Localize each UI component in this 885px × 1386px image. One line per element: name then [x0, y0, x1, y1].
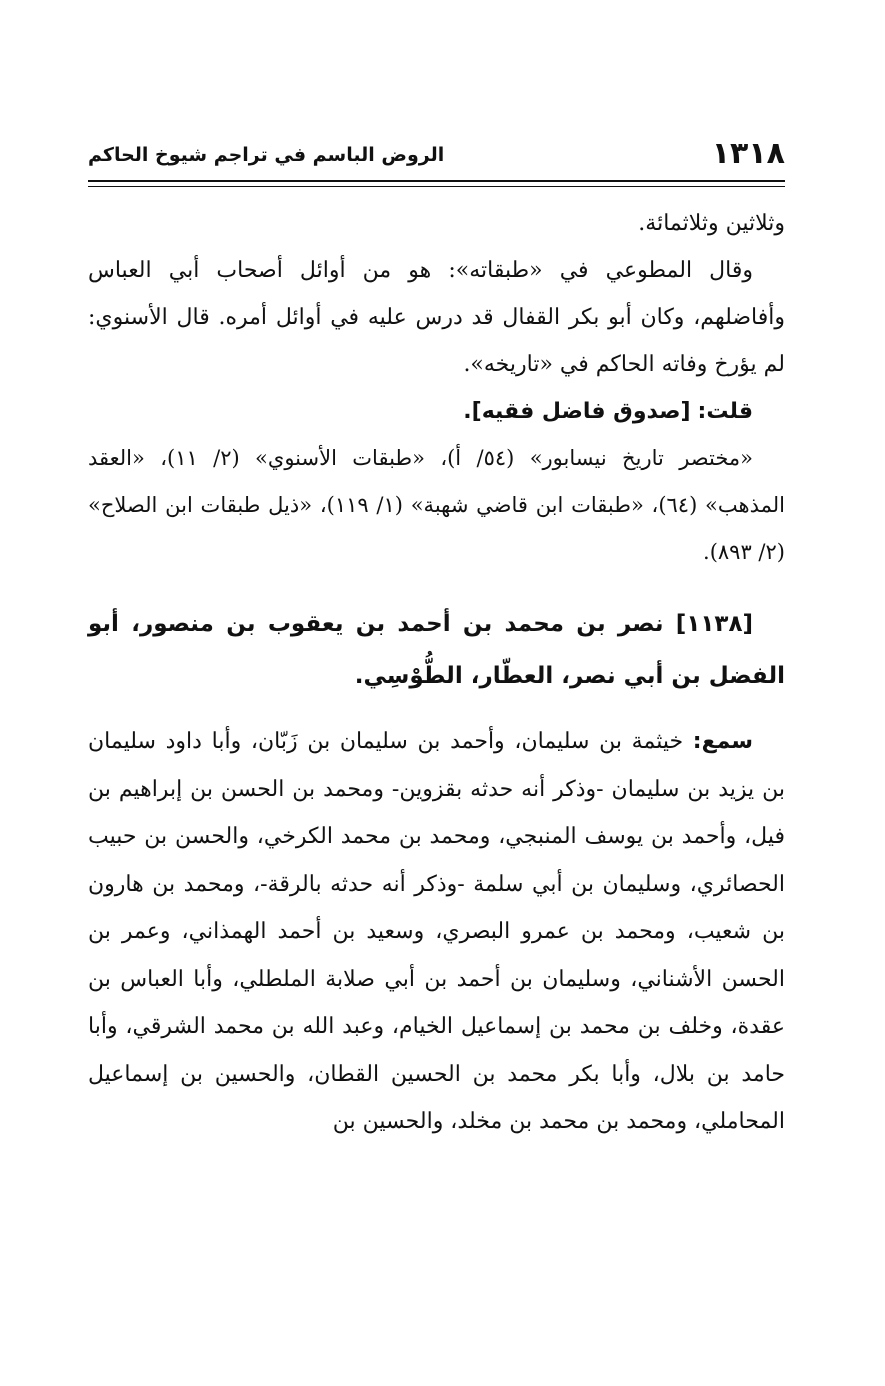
page-body	[88, 200, 785, 1146]
verdict-label: قلت:	[697, 399, 753, 424]
running-title: الروض الباسم في تراجم شيوخ الحاكم	[88, 144, 445, 166]
paragraph-references: «مختصر تاريخ نيسابور» (٥٤/ أ)، «طبقات الأسنوي» (٢/ ١١)، «العقد المذهب» (٦٤)، «طبقات ابن قاضي شهبة» (١/ ١١٩)، «ذيل طبقات ابن الصلاح» (٢/ ٨٩٣).	[88, 446, 785, 564]
header-rule-thin	[88, 186, 785, 187]
bio-text: خيثمة بن سليمان، وأحمد بن سليمان بن زَبّان، وأبا داود سليمان بن يزيد بن سليمان -وذكر أنه حدثه بقزوين- ومحمد بن الحسن بن إبراهيم بن فيل، وأحمد بن يوسف المنبجي، ومحمد بن محمد الكرخي، والحسن بن حبيب الحصائري، وسليمان بن أبي سلمة -وذكر أنه حدثه بالرقة-، ومحمد بن هارون بن شعيب، ومحمد بن عمرو البصري، وسعيد بن أحمد الهمذاني، وعمر بن الحسن الأشناني، وسليمان بن أحمد بن أبي صلابة الملطلي، وأبا العباس بن عقدة، وخلف بن محمد بن إسماعيل الخيام، وعبد الله بن محمد الشرقي، وأبا حامد بن بلال، وأبا بكر محمد بن الحسين القطان، والحسين بن إسماعيل المحاملي، ومحمد بن محمد بن مخلد، والحسين بن	[88, 729, 786, 1134]
page-number: ١٣١٨	[711, 136, 785, 171]
paragraph-verdict	[88, 388, 785, 435]
paragraph-mutawwii: وقال المطوعي في «طبقاته»: هو من أوائل أصحاب أبي العباس وأفاضلهم، وكان أبو بكر القفال قد درس عليه في أوائل أمره. قال الأسنوي: لم يؤرخ وفاته الحاكم في «تاريخه».	[88, 258, 785, 377]
bio-label: سمع:	[692, 729, 753, 754]
paragraph-continuation: وثلاثين وثلاثمائة.	[638, 211, 785, 236]
paragraph-biography	[88, 718, 785, 1146]
page-header	[88, 136, 785, 176]
header-rule-thick	[88, 180, 785, 182]
verdict-text: [صدوق فاضل فقيه].	[463, 399, 691, 424]
entry-heading: [١١٣٨] نصر بن محمد بن أحمد بن يعقوب بن منصور، أبو الفضل بن أبي نصر، العطّار، الطُّوْسِي.	[88, 611, 785, 689]
